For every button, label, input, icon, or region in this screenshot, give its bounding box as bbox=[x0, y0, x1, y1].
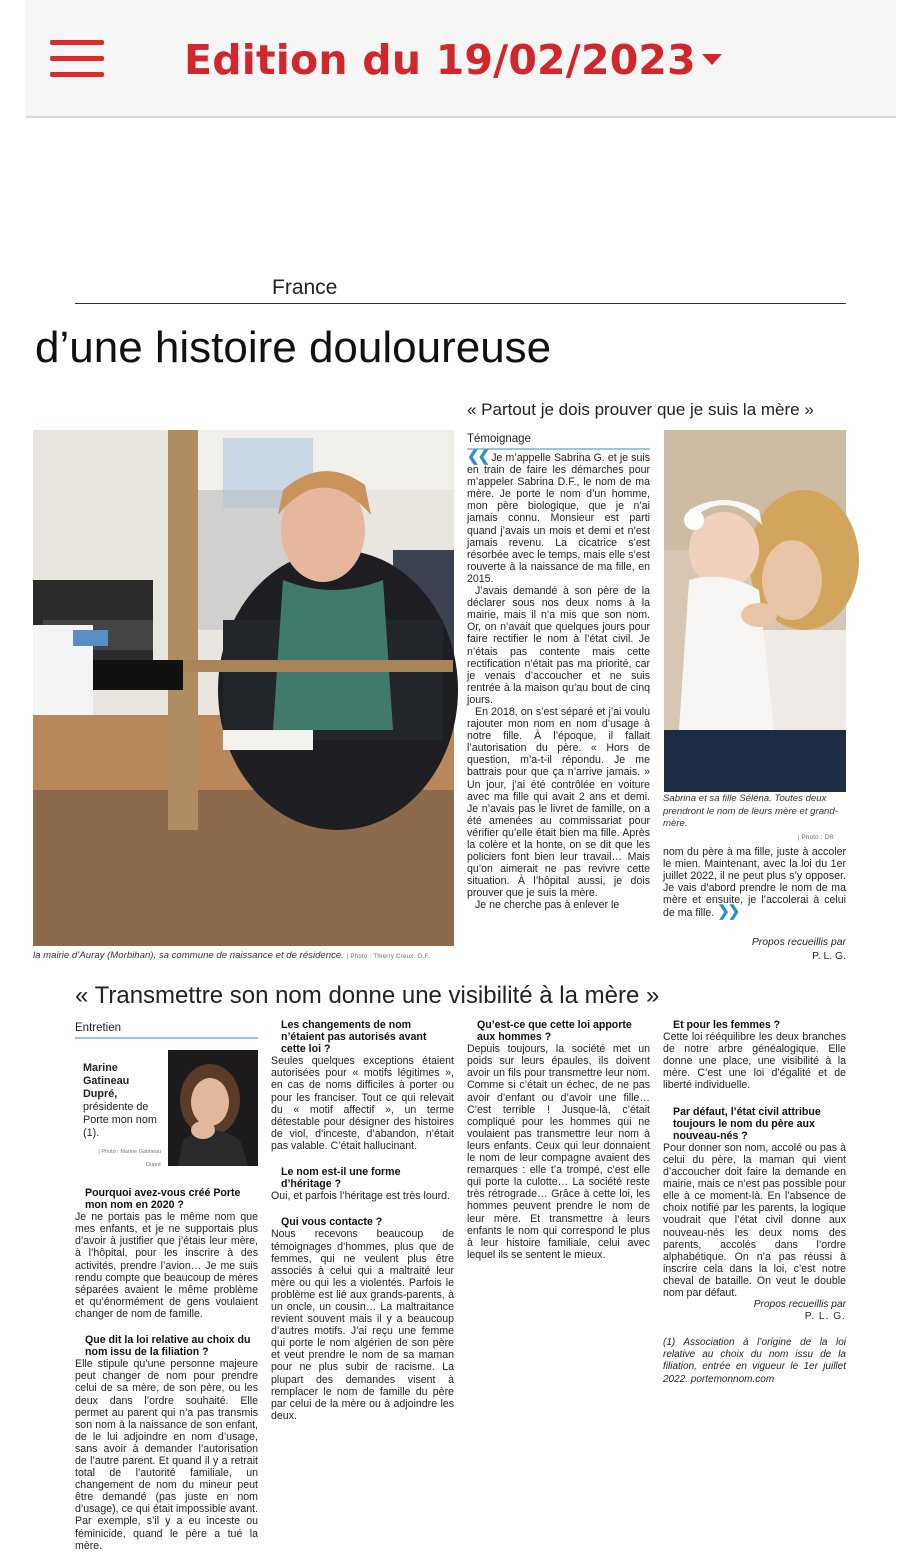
photo-credit: | Photo : Thierry Creux. O.F. bbox=[346, 954, 430, 960]
interview-question: Les changements de nom n’étaient pas autorisés avant cette loi ? bbox=[281, 1019, 427, 1056]
interview-question: Par défaut, l’état civil attribue toujours le nom du père aux nouveau-nés ? bbox=[673, 1105, 821, 1142]
interview-answer: Nous recevons beaucoup de témoignages d’hommes, plus que de femmes, qui ne veulent plus être associés à celui qui a maltraité leur mère ou qui les a violentés. Parfois le problème est lié aux grands-parents, à un oncle, un cousin… La maltraitance revient souvent mais il y a beaucoup d’autres motifs. J’ai reçu une femme qui porte le nom algérien de son père et veut prendre le nom de sa maman pour ne plus subir de racisme. La plupart des demandes visent à remplacer le nom de famille du père par celui de la mère ou à adjoindre les deux. bbox=[271, 1228, 454, 1422]
open-quote-icon: ❮❮ bbox=[467, 448, 489, 465]
footnote: (1) Association à l’origine de la loi relative au choix du nom issu de la filiation, entrée en vigueur le 1er juillet 2022. portemonnom.com bbox=[663, 1337, 846, 1385]
edition-selector[interactable]: Edition du 19/02/2023 bbox=[184, 36, 696, 84]
story1-quote: « Partout je dois prouver que je suis la mère » bbox=[467, 400, 814, 419]
headline: d’une histoire douloureuse bbox=[35, 323, 552, 372]
interview-answer: Seules quelques exceptions étaient autorisées pour « motifs légitimes », en cas de noms difficiles à porter ou pour les franciser. Tout ce qui relevait du « motif affectif », un terme détestable pour désigner des histoires de viol, d’inceste, d’abandon, n’était pas valable. C’était hallucinant. bbox=[271, 1055, 454, 1152]
caption-text: Sabrina et sa fille Séléna. Toutes deux prendront le nom de leurs mère et grand-mère. bbox=[663, 793, 838, 829]
interviewee-name: Marine Gatineau Dupré, bbox=[83, 1062, 130, 1100]
interview-question: Le nom est-il une forme d’héritage ? bbox=[281, 1166, 401, 1191]
interview-answer: Oui, et parfois l’héritage est très lourd. bbox=[271, 1190, 451, 1203]
interview-answer: Je ne portais pas le même nom que mes enfants, et je ne supportais plus d’avoir à justifier que j’étais leur mère, à l’hôpital, pour les inscrire à des activités, prendre l’avion… Je me suis rendu compte que beaucoup de mères séparées avaient le même problème et qu’énormément de gens voulaient changer de nom de famille. bbox=[75, 1211, 258, 1320]
signature-label: Propos recueillis par bbox=[751, 937, 846, 948]
interview-question: Qu’est-ce que cette loi apporte aux hommes ? bbox=[477, 1019, 632, 1044]
signature-name: P. L. G. bbox=[804, 1311, 846, 1323]
paragraph: Je ne cherche pas à enlever le bbox=[475, 899, 620, 912]
interview-column-4 bbox=[663, 1019, 846, 1452]
photo-mother-daughter bbox=[664, 430, 846, 792]
interview-question: Que dit la loi relative au choix du nom issu de la filiation ? bbox=[85, 1334, 251, 1359]
paragraph: Je m’appelle Sabrina G. et je suis en train de faire les démarches pour m’appeler Sabrina D.F., le nom de ma mère. Je porte le nom d’un homme, mon père biologique, que je n’ai jamais connu. Monsieur est parti quand j’avais un mois et demi et n’est jamais revenu. La cicatrice s’est résorbée avec le temps, mais elle s’est rouverte à la naissance de ma fille, en 2015. bbox=[467, 452, 650, 585]
section-divider bbox=[75, 303, 846, 304]
paragraph: nom du père à ma fille, juste à accoler le mien. Maintenant, avec la loi du 1er juillet 2022, il ne peut plus s’y opposer. Je vais d’abord prendre le nom de ma mère et ensuite, je l’accolerai à celui de ma fille. bbox=[663, 846, 846, 920]
interview-column-2 bbox=[271, 1019, 454, 1452]
interview-question: Pourquoi avez-vous créé Porte mon nom en 2020 ? bbox=[85, 1187, 241, 1212]
close-quote-icon: ❯❯ bbox=[717, 903, 739, 921]
interview-column-3 bbox=[467, 1019, 650, 1452]
interview-question: Qui vous contacte ? bbox=[281, 1216, 383, 1229]
signature-name: P. L. G. bbox=[812, 951, 846, 962]
story1-signature bbox=[663, 936, 846, 964]
photo-marine-gatineau bbox=[168, 1050, 258, 1166]
story2-tag: Entretien bbox=[75, 1022, 258, 1039]
story1-column-1 bbox=[467, 448, 650, 964]
paragraph: J’avais demandé à son père de la déclarer sous nos deux noms à la mairie, mais il n’a mis que son nom. Or, on n’avait que quelques jours pour faire rectifier le nom à l’état civil. Je n’étais pas contente mais cette rectification n’était pas ma priorité, car je venais d’accoucher et ne suis rentrée à la maison qu’au bout de cinq jours. bbox=[467, 585, 650, 706]
interview-answer: Cette loi rééquilibre les deux branches de notre arbre généalogique. Elle donne une place, une visibilité à la mère. C’est une loi d’égalité et de liberté individuelle. bbox=[663, 1031, 846, 1092]
section-label: France bbox=[272, 276, 338, 299]
caption-text: la mairie d’Auray (Morbihan), sa commune de naissance et de résidence. bbox=[33, 950, 344, 961]
photo2-caption bbox=[663, 793, 848, 844]
interview-answer: Elle stipule qu’une personne majeure peut changer de nom pour prendre celui de sa mère, de son père, ou les deux dans l’ordre souhaité. Elle permet au parent qui n’a pas transmis son nom à la naissance de son enfant, de le lui adjoindre en nom d’usage, sans avoir à demander l’autorisation de l’autre parent. Et quand il y a retrait total de l’autorité familiale, un changement de nom du mineur peut être demandé (pas juste en nom d’usage), ce qui était impossible avant. Par exemple, s’il y a eu inceste ou féminicide, quand le père a tué la mère. bbox=[75, 1358, 258, 1552]
interviewee-role: présidente de Porte mon nom (1). bbox=[83, 1101, 157, 1139]
interview-column-1 bbox=[75, 1187, 258, 1552]
paragraph: En 2018, on s’est séparé et j’ai voulu rajouter mon nom en nom d’usage à notre fille. À l’époque, il fallait l’autorisation du père. « Hors de question, m’a-t-il répondu. Je me battrais pour que ça n’arrive jamais. » Un jour, j’ai été contrôlée en voiture avec ma fille qui avait 2 ans et demi. Je n’avais pas le livret de famille, on a été amenées au commissariat pour vérifier qu’elle était bien ma fille. Après la colère et la honte, on se dit que les policiers font bien leur travail… Mais qu’on aimerait ne pas revivre cette situation. À l’hôpital aussi, je dois prouver que je suis la mère. bbox=[467, 705, 650, 900]
chevron-down-icon[interactable] bbox=[702, 54, 722, 65]
menu-icon[interactable] bbox=[50, 38, 104, 80]
story2-quote: « Transmettre son nom donne une visibilité à la mère » bbox=[75, 982, 660, 1009]
photo-mairie bbox=[33, 430, 454, 946]
interview-answer: Pour donner son nom, accolé ou pas à celui du père, la maman qui vient d’accoucher doit faire la demande en mairie, mais ce n’est pas possible pour elle à ce moment-là. En l’absence de choix notifié par les parents, la logique voudrait que l’état civil donne aux nouveau-nés les deux noms des parents, accolés dans l’ordre alphabétique. On n’a pas réussi à inscrire cela dans la loi, c’est notre cheval de bataille. On veut le double nom par défaut. bbox=[663, 1141, 846, 1299]
interview-question: Et pour les femmes ? bbox=[673, 1019, 781, 1031]
photo-credit: | Photo : Marine Gatineau Dupré bbox=[98, 1149, 161, 1168]
photo-credit: | Photo : DR bbox=[797, 834, 834, 841]
signature-label: Propos recueillis par bbox=[753, 1299, 846, 1311]
app-header bbox=[26, 0, 896, 118]
interviewee-intro bbox=[75, 1062, 165, 1172]
story1-column-2 bbox=[663, 846, 846, 926]
story1-tag: Témoignage bbox=[467, 433, 650, 450]
interview-answer: Depuis toujours, la société met un poids sur leurs épaules, ils doivent avoir un fils pour transmettre leur nom. Comme si c’était un échec, de ne pas avoir d’enfant ou d’avoir une fille… C’est terrible ! Jusque-là, c’était compliqué pour les hommes qui ne voulaient pas transmettre leur nom à leurs enfants. Ceux qui leur donnaient le nom de leur compagne avaient des remarques : elle t’a trompé, c’est elle qui porte la culotte… La société reste très rétrograde… Grâce à cette loi, les hommes peuvent prendre le nom de leur mère. Et transmettre à leurs enfants le nom qui correspond le plus à leur histoire familiale, celui avec lequel ils se sentent le mieux. bbox=[467, 1043, 650, 1261]
photo1-caption bbox=[33, 950, 463, 964]
